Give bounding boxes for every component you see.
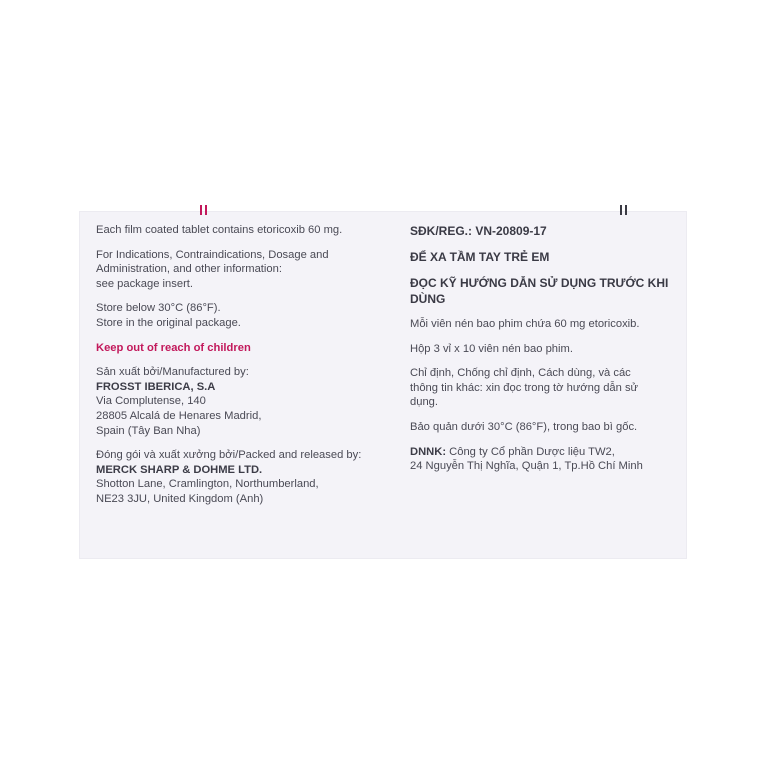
- composition-vn: Mỗi viên nén bao phim chứa 60 mg etoricoxib.: [410, 318, 640, 330]
- read-instructions-warning: ĐỌC KỸ HƯỚNG DẪN SỬ DỤNG TRƯỚC KHI DÙNG: [410, 276, 669, 306]
- indications-text: For Indications, Contraindications, Dosage and Administration, and other information: see package insert.: [96, 248, 329, 290]
- distributor-label: DNNK:: [410, 445, 447, 458]
- storage-text: Store below 30°C (86°F). Store in the original package.: [96, 302, 241, 329]
- crop-mark-left-2: [205, 205, 207, 215]
- distributor-block: [410, 445, 680, 474]
- english-column: [96, 223, 382, 517]
- distributor-name: Công ty Cổ phần Dược liệu TW2,: [449, 445, 615, 458]
- distributor-address: 24 Nguyễn Thị Nghĩa, Quận 1, Tp.Hồ Chí Minh: [410, 460, 643, 473]
- manufacturer-name: FROSST IBERICA, S.A: [96, 380, 216, 393]
- packer-block: Đóng gói và xuất xưởng bởi/Packed and released by: MERCK SHARP & DOHME LTD. Shotton Lane, Cramlington, Northumberland, NE23 3JU, United Kingdom (Anh): [96, 448, 382, 506]
- storage-vn: Bảo quản dưới 30°C (86°F), trong bao bì gốc.: [410, 420, 638, 433]
- registration-number: SĐK/REG.: VN-20809-17: [410, 224, 547, 238]
- vietnamese-column: [410, 223, 680, 484]
- crop-mark-left: [200, 205, 202, 215]
- manufacturer-block: Sản xuất bởi/Manufactured by: FROSST IBERICA, S.A Via Complutense, 140 28805 Alcalá de Henares Madrid, Spain (Tây Ban Nha): [96, 365, 382, 438]
- pack-size: Hộp 3 vỉ x 10 viên nén bao phim.: [410, 342, 573, 355]
- packer-name: MERCK SHARP & DOHME LTD.: [96, 463, 263, 476]
- indications-vn: Chỉ định, Chống chỉ định, Cách dùng, và các thông tin khác: xin đọc trong tờ hướng dẫn sử dụng.: [410, 367, 639, 409]
- keep-away-warning: ĐỂ XA TẦM TAY TRẺ EM: [410, 250, 550, 264]
- packer-label: Đóng gói và xuất xưởng bởi/Packed and released by:: [96, 449, 362, 462]
- crop-mark-right: [620, 205, 622, 215]
- manufacturer-label: Sản xuất bởi/Manufactured by:: [96, 366, 249, 379]
- composition-text: Each film coated tablet contains etoricoxib 60 mg.: [96, 224, 343, 236]
- children-warning: Keep out of reach of children: [96, 341, 251, 354]
- crop-mark-right-2: [625, 205, 627, 215]
